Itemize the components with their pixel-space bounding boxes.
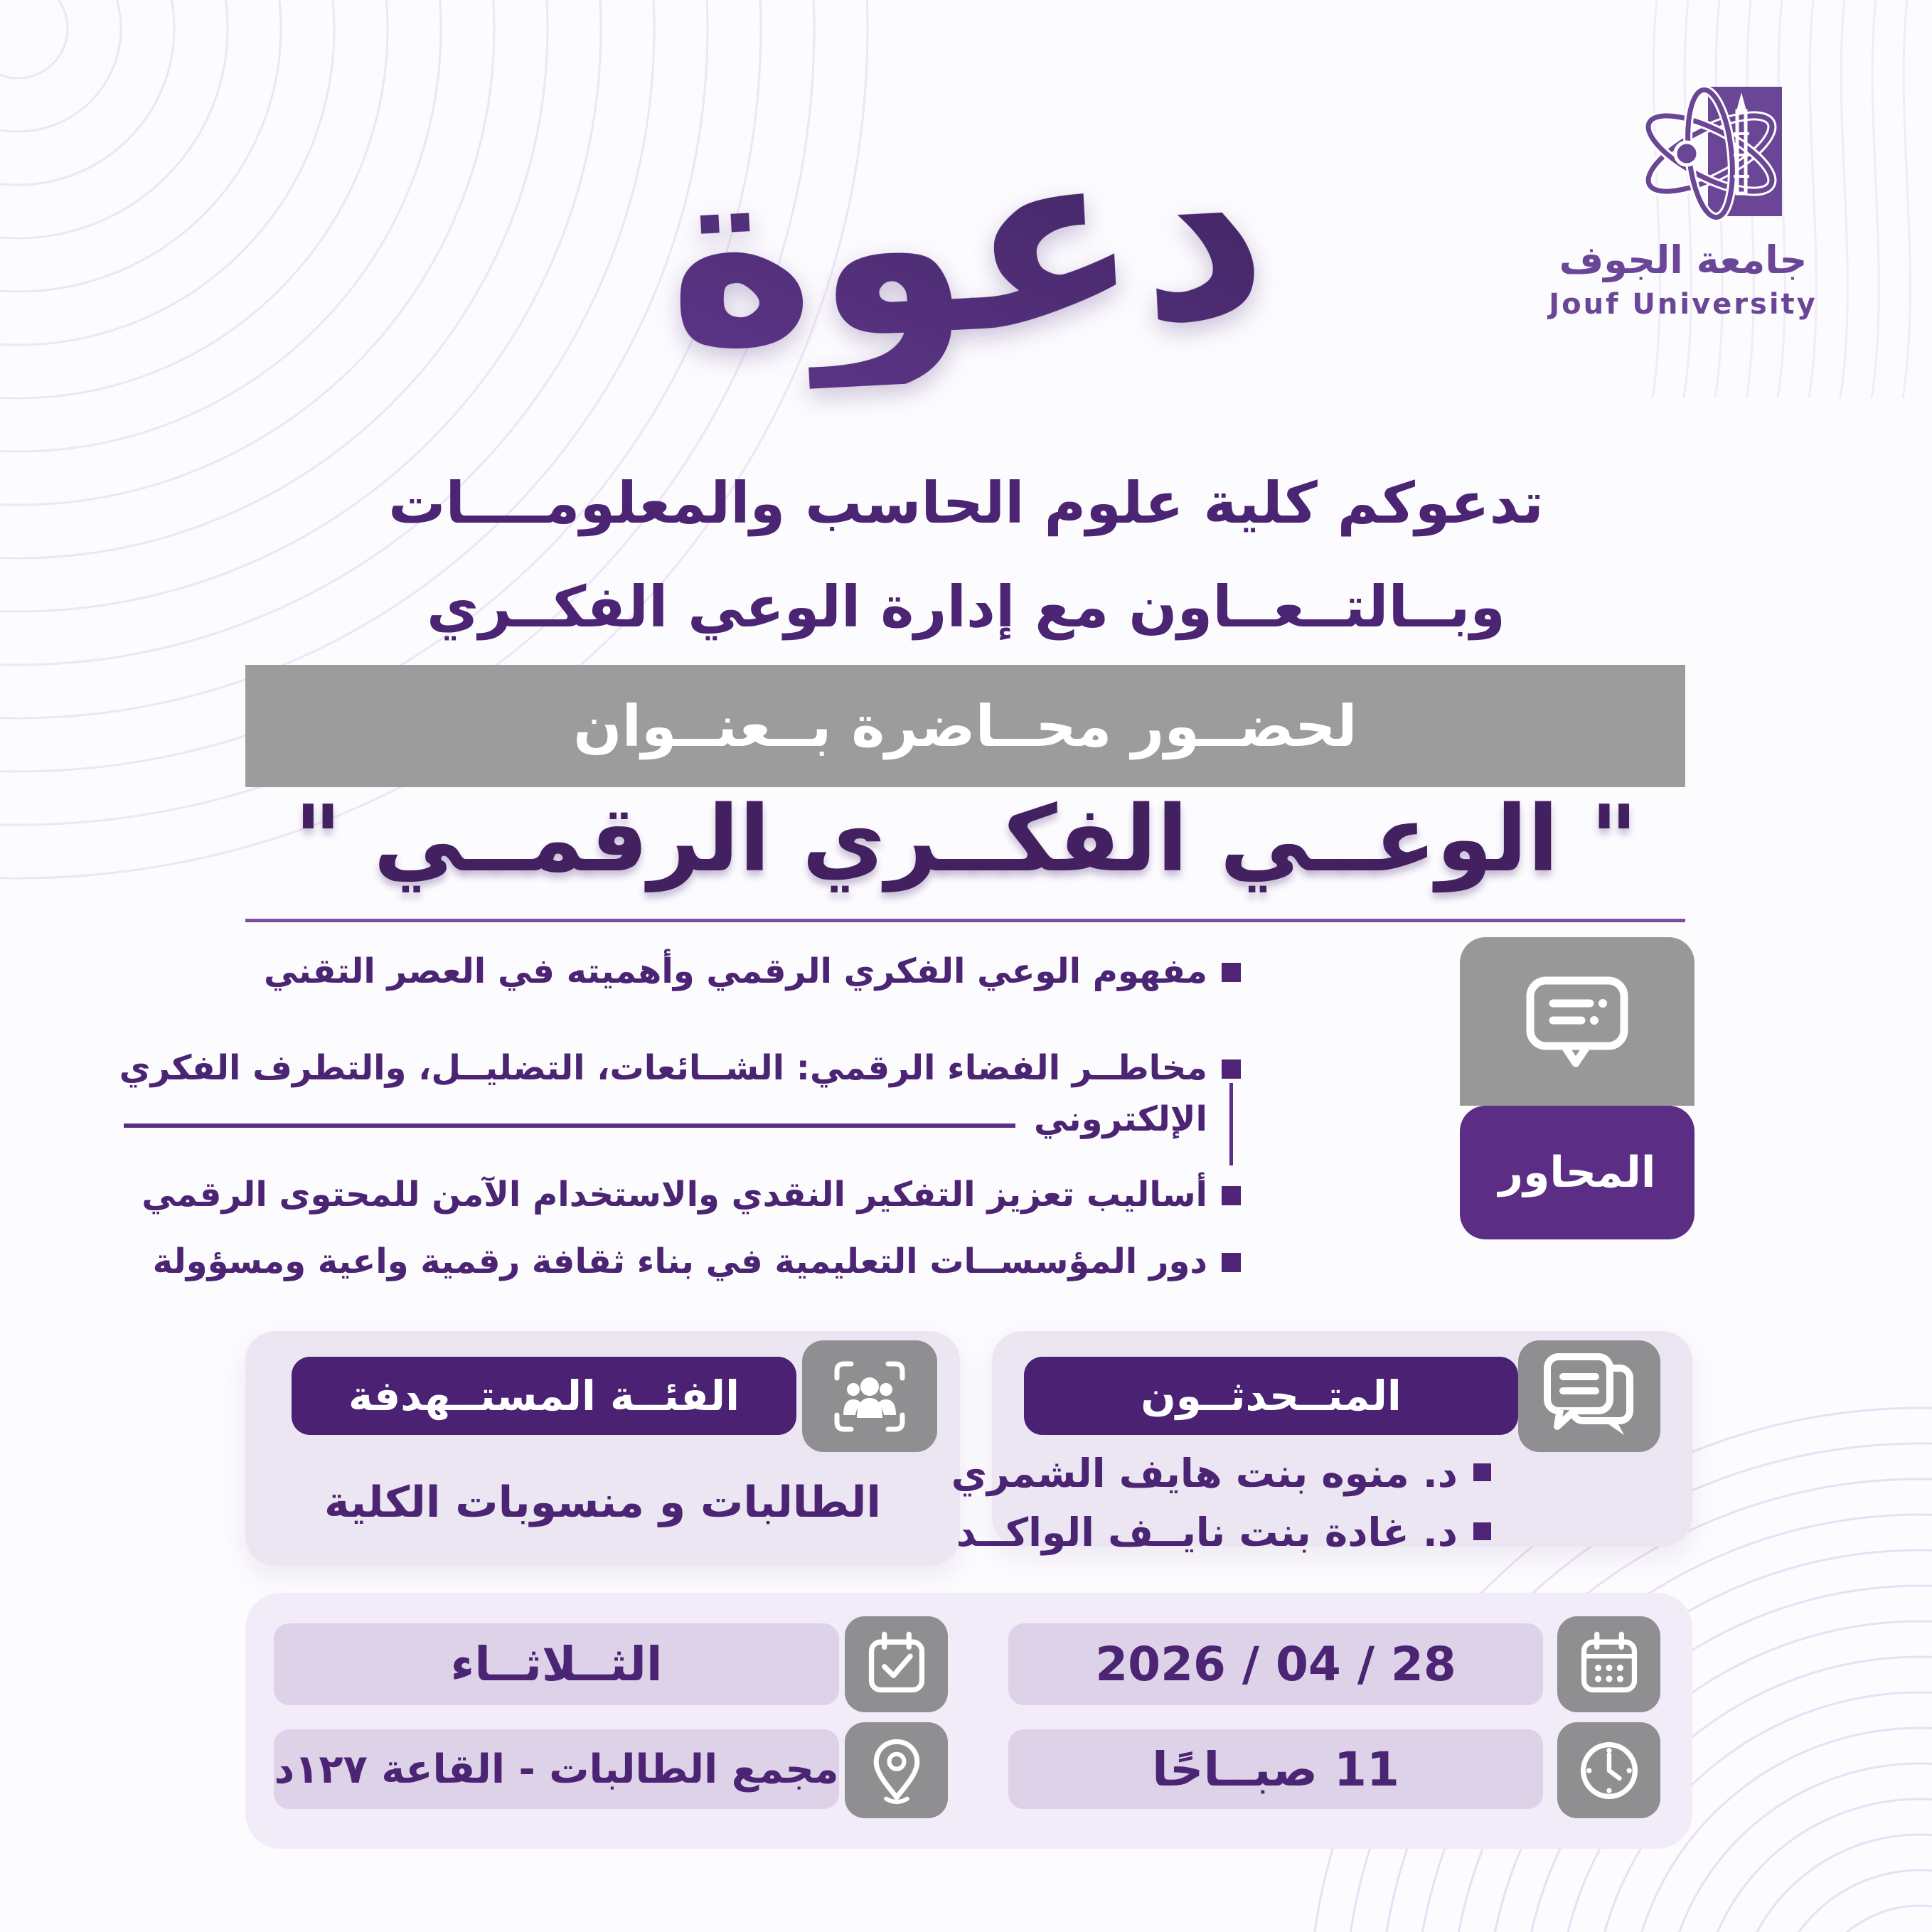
location-pin-icon (863, 1733, 931, 1808)
topic-rule (124, 1124, 1015, 1128)
target-audience: الطالبات و منسوبات الكلية (324, 1478, 881, 1527)
topic-item (245, 946, 1241, 997)
target-label: الفئــة المستــهدفة (348, 1372, 740, 1420)
time-bar (1008, 1729, 1543, 1809)
speakers-list (951, 1449, 1491, 1557)
lecture-title: " الوعــي الفكــري الرقمــي " (294, 786, 1638, 892)
speaker-item (951, 1508, 1491, 1557)
daawa-calligraphy: دعوة (0, 56, 1932, 431)
topics-list (119, 946, 1241, 1287)
topic-text: مخاطــر الفضاء الرقمي: الشــائعات، التضليــل، والتطرف الفكري (119, 1048, 1207, 1088)
topic-bullet-marker (1222, 1186, 1241, 1205)
speaker-name: د. غادة بنت نايــف الواكــد (956, 1509, 1458, 1555)
time-value: 11 صبــاحًا (1152, 1741, 1399, 1797)
topic-item (152, 1236, 1241, 1287)
topic-text: أساليب تعزيز التفكير النقدي والاستخدام الآمن للمحتوى الرقمي (142, 1175, 1207, 1215)
chat-lines-icon (1536, 1347, 1643, 1446)
topic-item (142, 1169, 1241, 1220)
invitation-line-2: وبــالتــعــاون مع إدارة الوعي الفكــري (426, 574, 1506, 640)
schedule-panel (245, 1593, 1692, 1849)
location-value: مجمع الطالبات - القاعة ١٢٧د (274, 1746, 839, 1793)
speaker-item (951, 1449, 1491, 1498)
topic-item (119, 1042, 1241, 1145)
topic-bullet-marker (1222, 1060, 1241, 1079)
target-header (292, 1357, 796, 1435)
calendar-check-icon (861, 1629, 932, 1700)
topic-text: مفهوم الوعي الفكري الرقمي وأهميته في العصر التقني (264, 951, 1207, 991)
calendar-grid-icon (1574, 1629, 1645, 1700)
invitation-line-1: تدعوكم كلية علوم الحاسب والمعلومــــات (388, 470, 1544, 536)
topics-icon-tile (1460, 937, 1694, 1106)
day-value: الثــلاثــاء (450, 1637, 663, 1692)
time-icon-tile (1557, 1722, 1660, 1818)
date-value: 28 / 04 / 2026 (1095, 1637, 1456, 1692)
lecture-banner-text: لحضــور محــاضرة بــعنــوان (573, 693, 1357, 759)
speaker-bullet-marker (1473, 1522, 1491, 1540)
location-icon-tile (845, 1722, 948, 1818)
speaker-name: د. منوه بنت هايف الشمري (951, 1451, 1458, 1496)
speaker-bullet-marker (1473, 1463, 1491, 1481)
speakers-card (951, 1331, 1692, 1555)
day-bar (274, 1623, 839, 1705)
speakers-label: المتــحدثــون (1141, 1372, 1402, 1420)
topics-label: المحاور (1460, 1106, 1694, 1239)
date-bar (1008, 1623, 1543, 1705)
date-icon-tile (1557, 1616, 1660, 1712)
people-frame-icon (827, 1354, 912, 1439)
topic-text: الإلكتروني (1033, 1099, 1207, 1139)
speakers-icon-tile (1518, 1340, 1660, 1452)
topic-text: دور المؤسســات التعليمية في بناء ثقافة رقمية واعية ومسؤولة (152, 1242, 1207, 1281)
target-icon-tile (802, 1340, 937, 1452)
lecture-banner (245, 665, 1685, 787)
topic-bullet-marker (1222, 963, 1241, 982)
chat-bubble-icon (1520, 972, 1634, 1072)
target-card (245, 1331, 960, 1566)
day-icon-tile (845, 1616, 948, 1712)
clock-icon (1574, 1735, 1645, 1806)
title-underline (245, 919, 1685, 922)
topic-bullet-marker (1222, 1253, 1241, 1272)
speakers-header (1024, 1357, 1518, 1435)
location-bar (274, 1729, 839, 1809)
topics-card (1460, 937, 1694, 1239)
